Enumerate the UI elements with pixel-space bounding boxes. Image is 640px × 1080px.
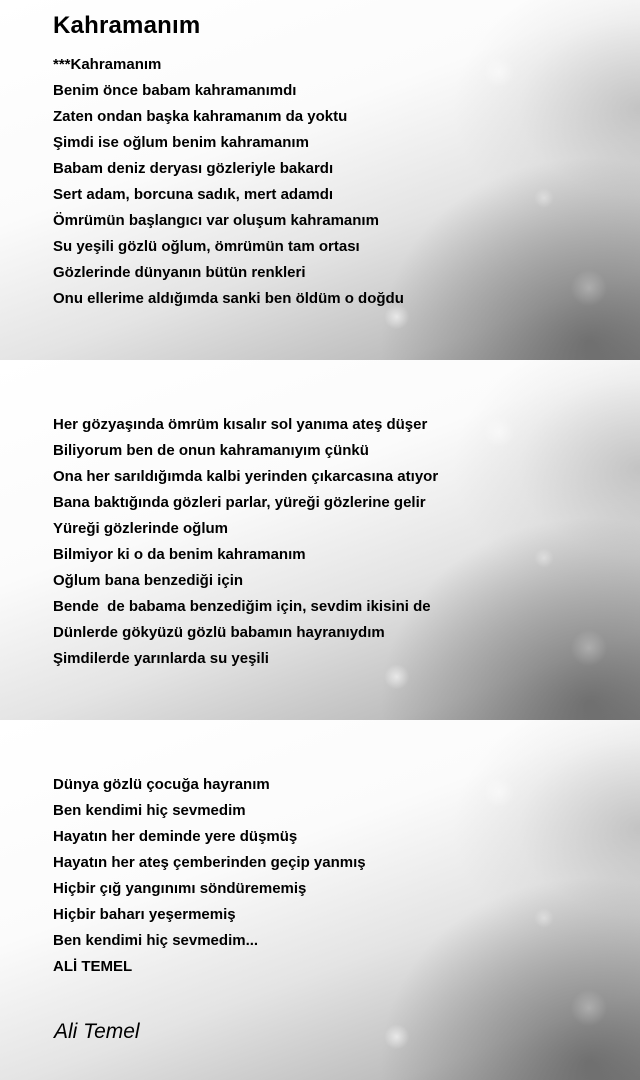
poem-line: Ona her sarıldığımda kalbi yerinden çıkarcasına atıyor: [53, 468, 439, 485]
stanza-2: [53, 412, 438, 672]
poem-line: Ben kendimi hiç sevmedim...: [53, 932, 259, 949]
poem-line: Hiçbir baharı yeşermemiş: [53, 906, 236, 923]
poem-title: Kahramanım: [53, 12, 201, 39]
poem-line: Oğlum bana benzediği için: [53, 572, 244, 589]
poem-line: Dünya gözlü çocuğa hayranım: [53, 776, 270, 793]
poem-line: Bana baktığında gözleri parlar, yüreği gözlerine gelir: [53, 494, 426, 511]
poem-line: Şimdi ise oğlum benim kahramanım: [53, 134, 309, 151]
poem-line: Dünlerde gökyüzü gözlü babamın hayranıydım: [53, 624, 385, 641]
poem-line: Bilmiyor ki o da benim kahramanım: [53, 546, 306, 563]
stanza-3: [53, 772, 366, 980]
poem-line: Hiçbir çığ yangınımı söndürememiş: [53, 880, 307, 897]
poem-line: Ömrümün başlangıcı var oluşum kahramanım: [53, 212, 379, 229]
poem-line: Her gözyaşında ömrüm kısalır sol yanıma ateş düşer: [53, 416, 428, 433]
poem-line: Hayatın her ateş çemberinden geçip yanmış: [53, 854, 366, 871]
poem-line: ***Kahramanım: [53, 56, 162, 73]
poem-panel-1: [0, 0, 640, 360]
poem-line: Biliyorum ben de onun kahramanıyım çünkü: [53, 442, 369, 459]
author-signature: Ali Temel: [54, 1020, 140, 1043]
poem-line: Ben kendimi hiç sevmedim: [53, 802, 246, 819]
poem-line: Hayatın her deminde yere düşmüş: [53, 828, 298, 845]
poem-line: Yüreği gözlerinde oğlum: [53, 520, 229, 537]
poem-panel-3: [0, 720, 640, 1080]
poem-line: Sert adam, borcuna sadık, mert adamdı: [53, 186, 334, 203]
poem-line: Gözlerinde dünyanın bütün renkleri: [53, 264, 306, 281]
poem-line: ALİ TEMEL: [53, 958, 133, 975]
poem-line: Babam deniz deryası gözleriyle bakardı: [53, 160, 334, 177]
poem-line: Su yeşili gözlü oğlum, ömrümün tam ortası: [53, 238, 360, 255]
poem-panel-2: [0, 360, 640, 720]
poem-line: Zaten ondan başka kahramanım da yoktu: [53, 108, 348, 125]
poem-line: Bende de babama benzediğim için, sevdim ikisini de: [53, 598, 431, 615]
poem-line: Şimdilerde yarınlarda su yeşili: [53, 650, 269, 667]
poem-line: Benim önce babam kahramanımdı: [53, 82, 297, 99]
poem-line: Onu ellerime aldığımda sanki ben öldüm o doğdu: [53, 290, 404, 307]
stanza-1: [53, 52, 404, 312]
